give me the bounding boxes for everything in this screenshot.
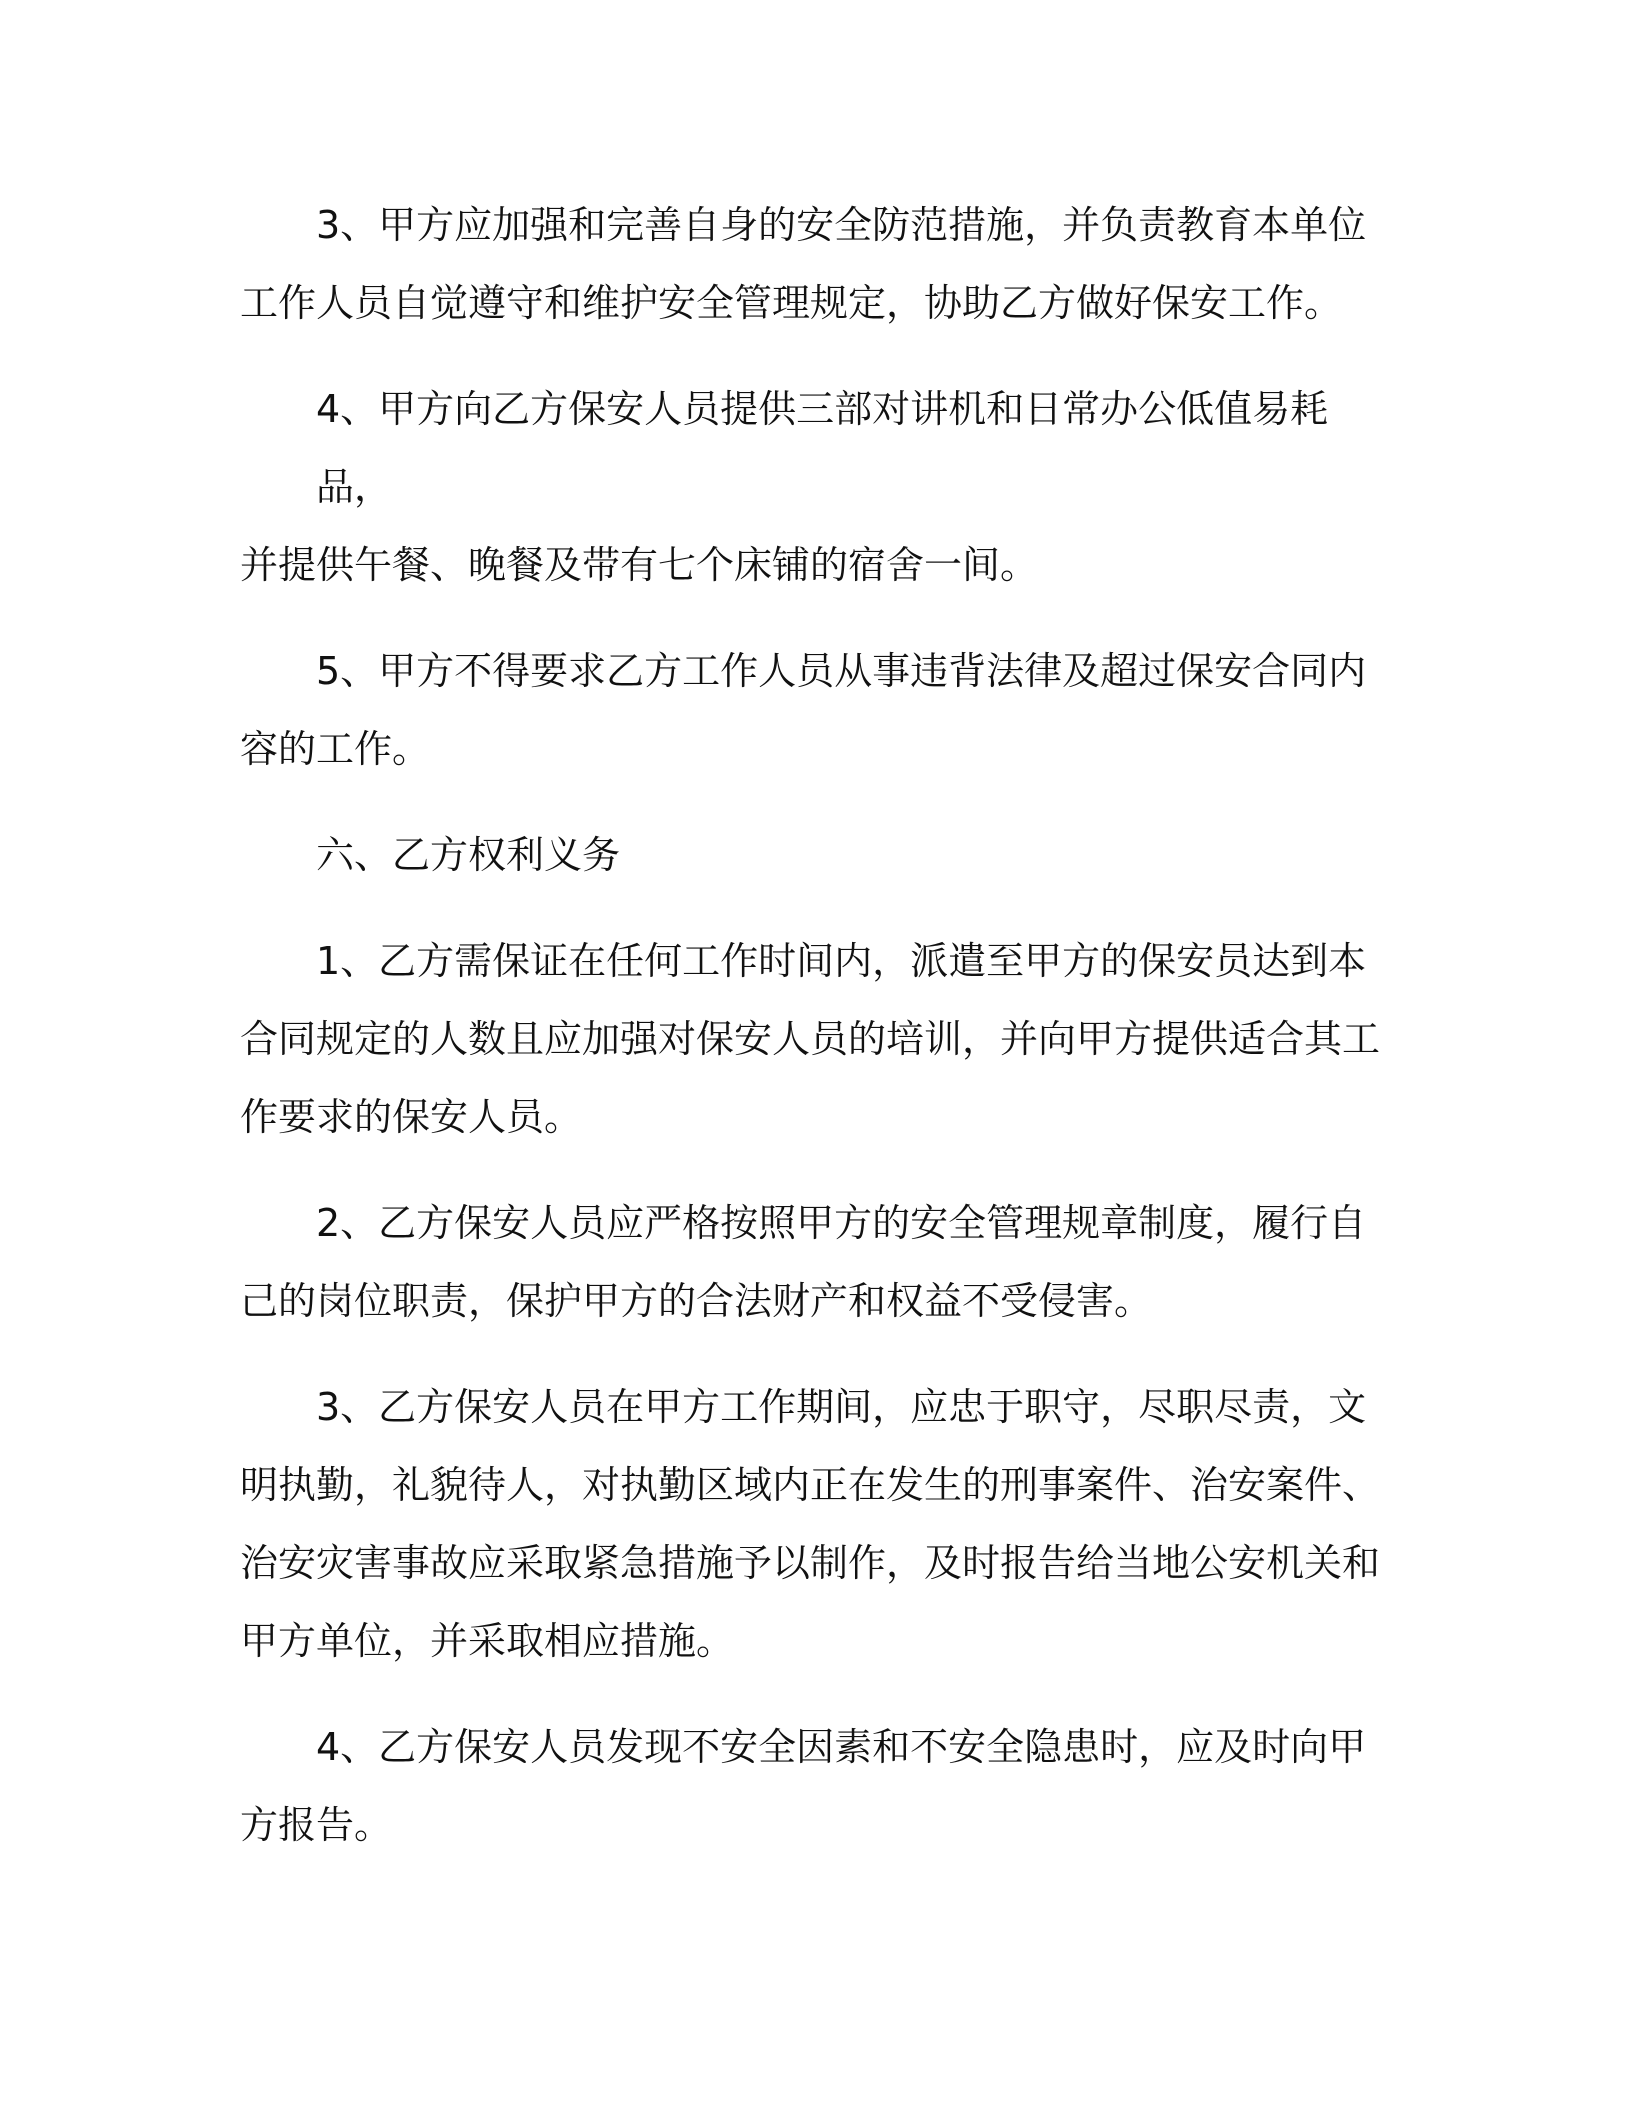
paragraph-line: 4、乙方保安人员发现不安全因素和不安全隐患时，应及时向甲 xyxy=(316,1725,1367,1769)
document-body xyxy=(240,186,1390,1892)
paragraph-a3 xyxy=(240,186,1390,342)
paragraph-line: 并提供午餐、晚餐及带有七个床铺的宿舍一间。 xyxy=(240,543,1039,587)
paragraph-line: 3、乙方保安人员在甲方工作期间，应忠于职守，尽职尽责，文 xyxy=(316,1385,1367,1429)
paragraph-b1 xyxy=(240,922,1390,1156)
paragraph-line: 作要求的保安人员。 xyxy=(240,1095,583,1139)
paragraph-b3 xyxy=(240,1368,1390,1680)
paragraph-line: 4、甲方向乙方保安人员提供三部对讲机和日常办公低值易耗品， xyxy=(316,387,1329,509)
paragraph-line: 治安灾害事故应采取紧急措施予以制作，及时报告给当地公安机关和 xyxy=(240,1541,1381,1585)
paragraph-line: 明执勤，礼貌待人，对执勤区域内正在发生的刑事案件、治安案件、 xyxy=(240,1463,1381,1507)
paragraph-b2 xyxy=(240,1184,1390,1340)
paragraph-line: 己的岗位职责，保护甲方的合法财产和权益不受侵害。 xyxy=(240,1279,1153,1323)
section-heading xyxy=(240,816,1390,894)
paragraph-b4 xyxy=(240,1708,1390,1864)
paragraph-line: 方报告。 xyxy=(240,1803,393,1847)
paragraph-line: 合同规定的人数且应加强对保安人员的培训，并向甲方提供适合其工 xyxy=(240,1017,1381,1061)
paragraph-a4 xyxy=(240,370,1390,604)
paragraph-line: 甲方单位，并采取相应措施。 xyxy=(240,1619,735,1663)
paragraph-line: 1、乙方需保证在任何工作时间内，派遣至甲方的保安员达到本 xyxy=(316,939,1367,983)
paragraph-line: 工作人员自觉遵守和维护安全管理规定，协助乙方做好保安工作。 xyxy=(240,281,1343,325)
paragraph-line: 5、甲方不得要求乙方工作人员从事违背法律及超过保安合同内 xyxy=(316,649,1367,693)
paragraph-line: 3、甲方应加强和完善自身的安全防范措施，并负责教育本单位 xyxy=(316,203,1367,247)
paragraph-a5 xyxy=(240,632,1390,788)
paragraph-line: 2、乙方保安人员应严格按照甲方的安全管理规章制度，履行自 xyxy=(316,1201,1367,1245)
paragraph-line: 容的工作。 xyxy=(240,727,431,771)
section-heading-text: 六、乙方权利义务 xyxy=(316,833,621,877)
